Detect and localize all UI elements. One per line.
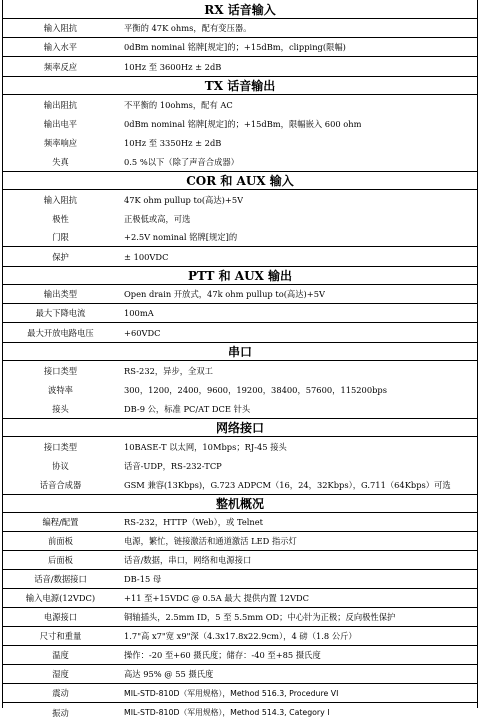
spec-row xyxy=(2,551,478,570)
spec-label: 门限 xyxy=(52,232,69,242)
spec-value: 10Hz 至 3600Hz ± 2dB xyxy=(124,61,222,72)
spec-row xyxy=(2,38,478,57)
spec-row xyxy=(2,190,478,209)
spec-value: MIL-STD-810D（军用规格），Method 514.3, Category I xyxy=(124,708,330,717)
spec-row xyxy=(2,361,478,380)
spec-value: 平衡的 47K ohms，配有变压器。 xyxy=(124,23,252,33)
spec-label: 温度 xyxy=(52,650,69,660)
spec-label: 失真 xyxy=(52,156,69,167)
spec-value: MIL-STD-810D（军用规格），Method 516.3, Procedure VI xyxy=(124,688,339,698)
spec-label: 最大开放电路电压 xyxy=(27,327,94,338)
spec-value: 0dBm nominal 铭牌[规定]的；+15dBm，clipping(限幅) xyxy=(124,42,346,52)
spec-label: 尺寸和重量 xyxy=(39,631,82,641)
spec-value: 操作：-20 至+60 摄氏度；储存：-40 至+85 摄氏度 xyxy=(124,650,321,660)
spec-label: 电源接口 xyxy=(43,612,78,622)
spec-row xyxy=(2,57,478,76)
spec-row xyxy=(2,285,478,304)
spec-label: 输入阻抗 xyxy=(43,194,78,205)
spec-row xyxy=(2,247,478,266)
spec-value: Open drain 开放式，47k ohm pullup to(高达)+5V xyxy=(124,289,325,299)
spec-row xyxy=(2,399,478,418)
section-header-general: 整机概况 xyxy=(2,494,478,513)
spec-label: 频率响应 xyxy=(43,137,78,148)
spec-label: 输出阻抗 xyxy=(43,99,78,110)
spec-row xyxy=(2,608,478,627)
spec-table xyxy=(2,0,478,722)
spec-value: 10BASE-T 以太网，10Mbps；RJ-45 接头 xyxy=(124,441,287,452)
spec-row xyxy=(2,209,478,228)
spec-label: 后面板 xyxy=(48,555,73,565)
spec-value: 0.5 %以下（除了声音合成器） xyxy=(124,156,239,167)
spec-row xyxy=(2,646,478,665)
section-header-network-interface: 网络接口 xyxy=(2,418,478,437)
spec-row xyxy=(2,437,478,456)
spec-label: 接口类型 xyxy=(43,441,78,452)
spec-value: 10Hz 至 3350Hz ± 2dB xyxy=(124,137,222,148)
spec-value: 47K ohm pullup to(高达)+5V xyxy=(124,194,244,205)
spec-row xyxy=(2,133,478,152)
spec-value: 话音-UDP，RS-232-TCP xyxy=(124,460,222,471)
spec-label: 编程/配置 xyxy=(42,517,79,527)
spec-label: 协议 xyxy=(52,460,69,471)
spec-label: 接头 xyxy=(52,403,69,414)
spec-label: 极性 xyxy=(52,213,69,224)
spec-value: RS-232，异步，全双工 xyxy=(124,365,213,376)
spec-row xyxy=(2,684,478,703)
spec-label: 输出电平 xyxy=(43,118,78,129)
spec-value: 不平衡的 10ohms，配有 AC xyxy=(124,99,233,110)
spec-row xyxy=(2,570,478,589)
spec-label: 输入阻抗 xyxy=(43,23,78,33)
spec-label: 振动 xyxy=(52,707,69,718)
spec-value: 铜轴插头，2.5mm ID，5 至 5.5mm OD；中心针为正极；反向极性保护 xyxy=(124,612,396,622)
spec-label: 话音/数据接口 xyxy=(34,574,87,584)
section-header-cor-aux-input: COR 和 AUX 输入 xyxy=(2,171,478,190)
spec-value: 高达 95% @ 55 摄氏度 xyxy=(124,669,214,679)
spec-label: 话音合成器 xyxy=(39,479,82,490)
spec-value: 0dBm nominal 铭牌[规定]的；+15dBm，限幅嵌入 600 ohm xyxy=(124,118,362,129)
spec-value: GSM 兼容(13Kbps)，G.723 ADPCM（16，24，32Kbps），G.711（64Kbps）可选 xyxy=(124,479,451,490)
spec-label: 输入水平 xyxy=(43,42,78,52)
spec-row xyxy=(2,95,478,114)
spec-row xyxy=(2,456,478,475)
spec-value: ± 100VDC xyxy=(124,251,169,262)
spec-value: 电源，繁忙，链接激活和通道激活 LED 指示灯 xyxy=(124,536,297,546)
spec-label: 频率反应 xyxy=(43,61,78,72)
spec-label: 最大下降电流 xyxy=(35,308,86,318)
spec-value: +11 至+15VDC @ 0.5A 最大 提供内置 12VDC xyxy=(124,593,309,603)
section-header-rx-input: RX 话音输入 xyxy=(2,0,478,19)
spec-row xyxy=(2,665,478,684)
spec-label: 前面板 xyxy=(48,536,73,546)
spec-row xyxy=(2,513,478,532)
spec-row xyxy=(2,475,478,494)
spec-label: 保护 xyxy=(52,251,69,262)
spec-value: +2.5V nominal 铭牌[规定]的 xyxy=(124,232,238,242)
spec-label: 输入电源(12VDC) xyxy=(25,593,96,603)
spec-label: 波特率 xyxy=(48,384,73,395)
spec-value: 300，1200，2400，9600，19200，38400，57600，115200bps xyxy=(124,384,387,395)
spec-value: 100mA xyxy=(124,308,154,318)
spec-value: DB-9 公，标准 PC/AT DCE 针头 xyxy=(124,403,251,414)
spec-row xyxy=(2,19,478,38)
spec-row xyxy=(2,228,478,247)
spec-row xyxy=(2,323,478,342)
section-header-ptt-aux-output: PTT 和 AUX 输出 xyxy=(2,266,478,285)
spec-row xyxy=(2,589,478,608)
spec-value: RS-232，HTTP（Web），或 Telnet xyxy=(124,517,263,527)
spec-value: 1.7"高 x7"宽 x9"深（4.3x17.8x22.9cm），4 磅（1.8 公斤） xyxy=(124,631,357,641)
spec-value: 话音/数据，串口，网络和电源接口 xyxy=(124,555,252,565)
section-header-tx-output: TX 话音输出 xyxy=(2,76,478,95)
spec-row xyxy=(2,152,478,171)
spec-value: +60VDC xyxy=(124,327,161,338)
spec-row xyxy=(2,304,478,323)
spec-value: DB-15 母 xyxy=(124,574,162,584)
spec-label: 输出类型 xyxy=(43,289,78,299)
spec-label: 湿度 xyxy=(52,669,69,679)
spec-value: 正极低或高，可选 xyxy=(124,213,191,224)
spec-row xyxy=(2,380,478,399)
spec-row xyxy=(2,114,478,133)
section-header-serial-port: 串口 xyxy=(2,342,478,361)
spec-row xyxy=(2,627,478,646)
spec-label: 震动 xyxy=(52,688,69,698)
spec-row xyxy=(2,532,478,551)
spec-label: 接口类型 xyxy=(43,365,78,376)
spec-row xyxy=(2,703,478,722)
